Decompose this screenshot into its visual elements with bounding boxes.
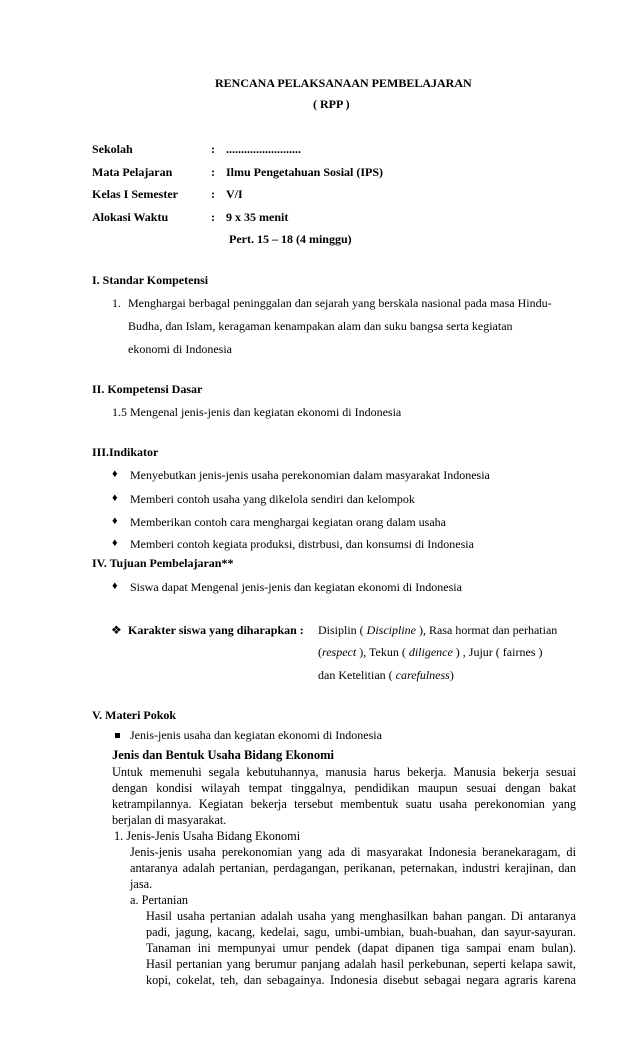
- sk-line: ekonomi di Indonesia: [128, 342, 232, 356]
- sk-number: 1.: [112, 296, 121, 310]
- kd-item: 1.5 Mengenal jenis-jenis dan kegiatan ekonomi di Indonesia: [112, 405, 402, 419]
- diamond-bullet-icon: ♦: [112, 468, 118, 480]
- identity-sep: :: [211, 210, 215, 224]
- tujuan-item: Siswa dapat Mengenal jenis-jenis dan kegiatan ekonomi di Indonesia: [130, 580, 462, 594]
- karakter-line-3: dan Ketelitian ( carefulness): [318, 668, 454, 682]
- identity-sep: :: [211, 165, 215, 179]
- karakter-line-1: Disiplin ( Discipline ), Rasa hormat dan perhatian: [318, 623, 558, 637]
- paragraph-line: dengan kondisi wilayah tempat tinggalnya, pendidikan maupun sesuai dengan bakat: [112, 781, 576, 795]
- materi-item: Jenis-jenis usaha dan kegiatan ekonomi di Indonesia: [130, 728, 382, 742]
- paragraph-line: Hasil usaha pertanian adalah usaha yang menghasilkan bahan pangan. Di antaranya: [146, 909, 576, 923]
- materi-point-a: a. Pertanian: [130, 893, 189, 907]
- indikator-item: Menyebutkan jenis-jenis usaha perekonomian dalam masyarakat Indonesia: [130, 468, 490, 482]
- indikator-item: Memberi contoh usaha yang dikelola sendiri dan kelompok: [130, 492, 415, 506]
- point-1-paragraph: [130, 844, 576, 892]
- identity-label-class: Kelas I Semester: [92, 187, 178, 201]
- materi-point-1: 1. Jenis-Jenis Usaha Bidang Ekonomi: [114, 829, 301, 843]
- materi-subheading: Jenis dan Bentuk Usaha Bidang Ekonomi: [112, 748, 334, 762]
- diamond-bullet-icon: ♦: [112, 492, 118, 504]
- paragraph-line: Untuk memenuhi segala kebutuhannya, manusia harus bekerja. Manusia bekerja sesuai: [112, 765, 576, 779]
- identity-label-time: Alokasi Waktu: [92, 210, 169, 224]
- identity-value-school: .........................: [226, 142, 301, 156]
- karakter-label: Karakter siswa yang diharapkan :: [128, 623, 304, 637]
- diamond-bullet-icon: ♦: [112, 515, 118, 527]
- paragraph-line: Tanaman ini mempunyai umur pendek (dapat dipanen tiga sampai enam bulan).: [146, 941, 576, 955]
- identity-meeting: Pert. 15 – 18 (4 minggu): [229, 232, 352, 246]
- identity-label-subject: Mata Pelajaran: [92, 165, 173, 179]
- diamond-bullet-icon: ♦: [112, 537, 118, 549]
- sk-line: Menghargai berbagal peninggalan dan sejarah yang berskala nasional pada masa Hindu-: [128, 296, 552, 310]
- document-title: RENCANA PELAKSANAAN PEMBELAJARAN: [215, 76, 472, 90]
- paragraph-line: padi, jagung, kacang, kedelai, sagu, umbi-umbian, buah-buahan, dan sayur-sayuran.: [146, 925, 576, 939]
- section-heading-materi: V. Materi Pokok: [92, 708, 177, 722]
- square-bullet-icon: [115, 733, 120, 738]
- identity-label-school: Sekolah: [92, 142, 133, 156]
- diamond-star-bullet-icon: ❖: [111, 623, 122, 637]
- identity-sep: :: [211, 187, 215, 201]
- document-subtitle: ( RPP ): [313, 97, 350, 111]
- paragraph-line: Hasil pertanian yang berumur panjang adalah hasil perkebunan, seperti kelapa sawit,: [146, 957, 576, 971]
- paragraph-line: antaranya adalah pertanian, perdagangan, perikanan, peternakan, industri kerajinan, dan: [130, 861, 576, 875]
- section-heading-indikator: III.Indikator: [92, 445, 159, 459]
- identity-value-time: 9 x 35 menit: [226, 210, 289, 224]
- indikator-item: Memberi contoh kegiata produksi, distrbusi, dan konsumsi di Indonesia: [130, 537, 474, 551]
- indikator-item: Memberikan contoh cara menghargai kegiatan orang dalam usaha: [130, 515, 446, 529]
- section-heading-sk: I. Standar Kompetensi: [92, 273, 209, 287]
- point-a-paragraph: [146, 908, 576, 988]
- section-heading-tujuan: IV. Tujuan Pembelajaran**: [92, 556, 234, 570]
- paragraph-line: Jenis-jenis usaha perekonomian yang ada di masyarakat Indonesia beranekaragam, di: [130, 845, 576, 859]
- paragraph-line: jasa.: [130, 877, 153, 891]
- paragraph-line: ketrampilannya. Kegiatan bekerja tersebut membentuk suatu usaha perekonomian yang: [112, 797, 576, 811]
- diamond-bullet-icon: ♦: [112, 580, 118, 592]
- karakter-line-2: (respect ), Tekun ( diligence ) , Jujur ( fairnes ): [318, 645, 543, 659]
- identity-value-subject: Ilmu Pengetahuan Sosial (IPS): [226, 165, 384, 179]
- paragraph-line: kopi, cokelat, teh, dan sebagainya. Indonesia disebut sebagai negara agraris karena: [146, 973, 576, 987]
- identity-value-class: V/I: [226, 187, 243, 201]
- materi-intro-paragraph: [112, 764, 576, 828]
- sk-line: Budha, dan Islam, keragaman kenampakan alam dan suku bangsa serta kegiatan: [128, 319, 513, 333]
- identity-sep: :: [211, 142, 215, 156]
- paragraph-line: berjalan di masyarakat.: [112, 813, 227, 827]
- section-heading-kd: II. Kompetensi Dasar: [92, 382, 203, 396]
